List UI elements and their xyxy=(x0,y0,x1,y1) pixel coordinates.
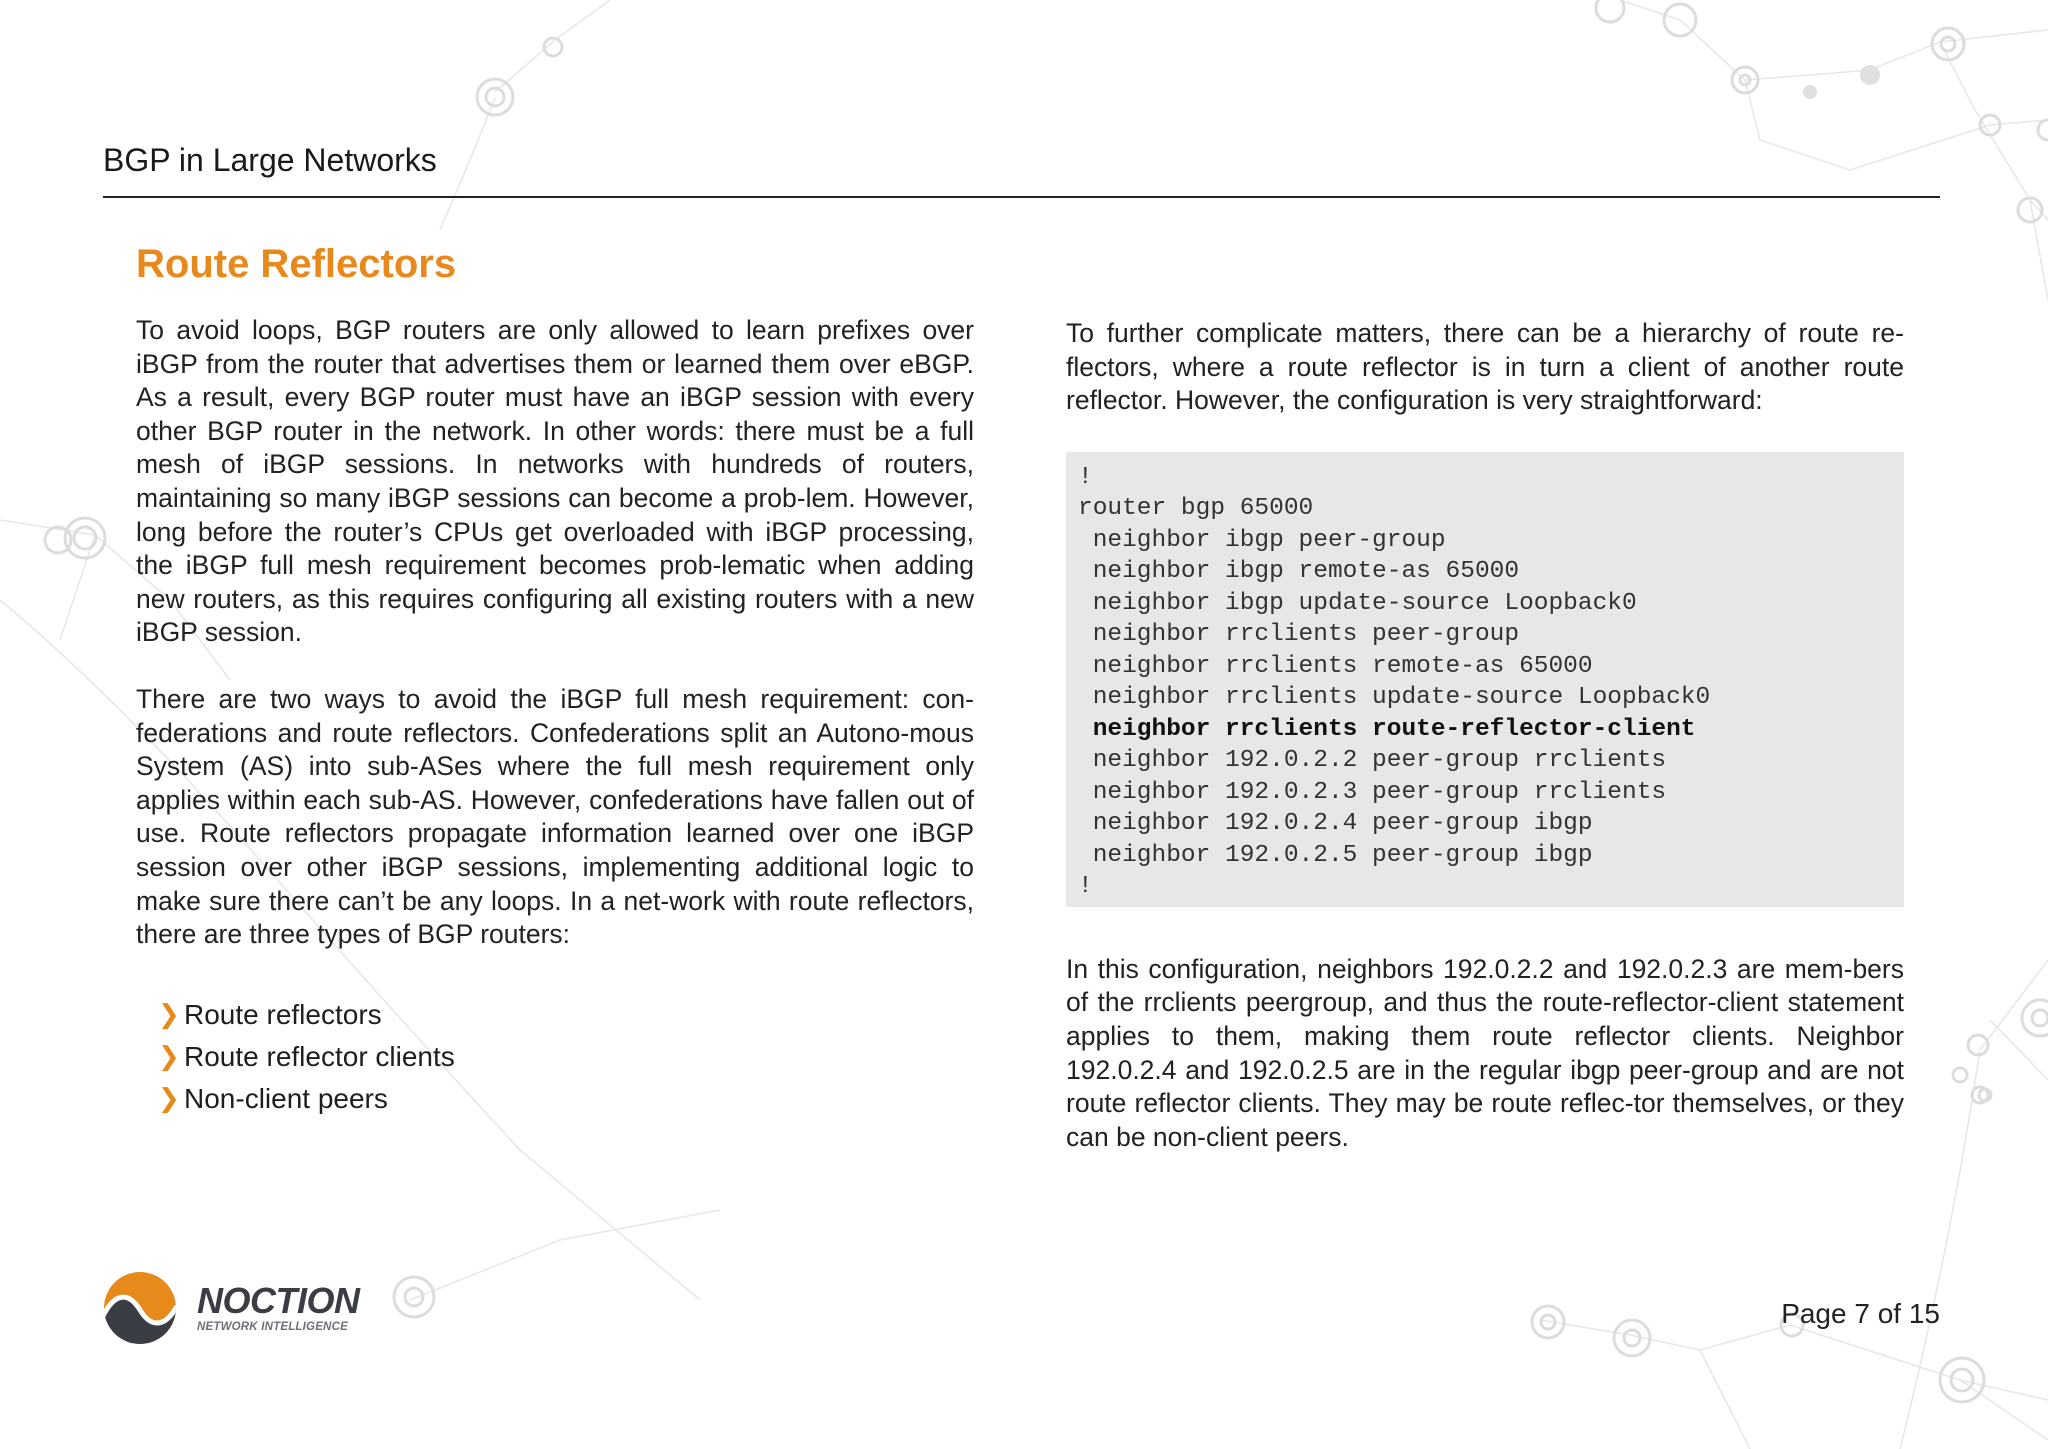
chevron-right-icon: ❯ xyxy=(158,1040,180,1071)
header-divider xyxy=(103,196,1940,198)
list-item xyxy=(158,1036,974,1078)
code-line: neighbor rrclients remote-as 65000 xyxy=(1078,652,1593,680)
code-line: neighbor rrclients peer-group xyxy=(1078,621,1520,649)
section-title: Route Reflectors xyxy=(136,242,457,286)
document-header-title: BGP in Large Networks xyxy=(103,142,437,178)
code-line: neighbor ibgp peer-group xyxy=(1078,526,1446,554)
left-paragraph-1: To avoid loops, BGP routers are only allowed to learn prefixes over iBGP from the router that advertises them or learned them over eBGP. As a result, every BGP router must have an iBGP session with every other BGP router in the network. In other words: there must be a full mesh of iBGP sessions. In networks with hundreds of routers, maintaining so many iBGP sessions can become a prob-lem. However, long before the router’s CPUs get overloaded with iBGP processing, the iBGP full mesh requirement becomes prob-lematic when adding new routers, as this requires configuring all existing routers with a new iBGP session. xyxy=(136,315,974,648)
router-types-list xyxy=(158,994,974,1120)
chevron-right-icon: ❯ xyxy=(158,1082,180,1113)
right-paragraph-2: In this configuration, neighbors 192.0.2.2 and 192.0.2.3 are mem-bers of the rrclients peergroup, and thus the route-reflector-client statement applies to them, making them route reflector clients. Neighbor 192.0.2.4 and 192.0.2.5 are in the regular ibgp peer-group and are not route reflector clients. They may be route reflec-tor themselves, or they can be non-client peers. xyxy=(1066,953,1904,1152)
noction-logo-icon xyxy=(103,1270,177,1346)
chevron-right-icon: ❯ xyxy=(158,998,180,1029)
right-column xyxy=(1066,317,1904,1154)
code-line: router bgp 65000 xyxy=(1078,495,1314,523)
code-line: ! xyxy=(1078,873,1093,901)
code-line: ! xyxy=(1078,463,1093,491)
code-line: neighbor rrclients update-source Loopback0 xyxy=(1078,684,1711,712)
logo-name: NOCTION xyxy=(197,1280,360,1321)
left-column xyxy=(136,314,974,1120)
code-line: neighbor ibgp update-source Loopback0 xyxy=(1078,589,1637,617)
code-line-highlighted: neighbor rrclients route-reflector-client xyxy=(1078,715,1696,743)
list-item-label: Non-client peers xyxy=(184,1082,388,1114)
code-line: neighbor 192.0.2.2 peer-group rrclients xyxy=(1078,747,1667,775)
right-paragraph-1: To further complicate matters, there can be a hierarchy of route re-flectors, where a route reflector is in turn a client of another route reflector. However, the configuration is very straightforward: xyxy=(1066,318,1904,416)
logo-tagline: NETWORK INTELLIGENCE xyxy=(197,1321,348,1333)
code-line: neighbor 192.0.2.3 peer-group rrclients xyxy=(1078,778,1667,806)
list-item-label: Route reflector clients xyxy=(184,1040,455,1072)
list-item xyxy=(158,1078,974,1120)
list-item-label: Route reflectors xyxy=(184,998,382,1030)
code-line: neighbor ibgp remote-as 65000 xyxy=(1078,558,1520,586)
code-line: neighbor 192.0.2.4 peer-group ibgp xyxy=(1078,810,1593,838)
left-paragraph-2: There are two ways to avoid the iBGP full mesh requirement: con-federations and route reflectors. Confederations split an Autono-mous System (AS) into sub-ASes where the full mesh requirement only applies within each sub-AS. However, confederations have fallen out of use. Route reflectors propagate information learned over one iBGP session over other iBGP sessions, implementing additional logic to make sure there can’t be any loops. In a net-work with route reflectors, there are three types of BGP routers: xyxy=(136,683,974,950)
code-line: neighbor 192.0.2.5 peer-group ibgp xyxy=(1078,841,1593,869)
page-number: Page 7 of 15 xyxy=(1781,1298,1940,1329)
logo-text xyxy=(197,1282,360,1334)
list-item xyxy=(158,994,974,1036)
config-code-block xyxy=(1066,452,1904,907)
noction-logo xyxy=(103,1270,360,1346)
